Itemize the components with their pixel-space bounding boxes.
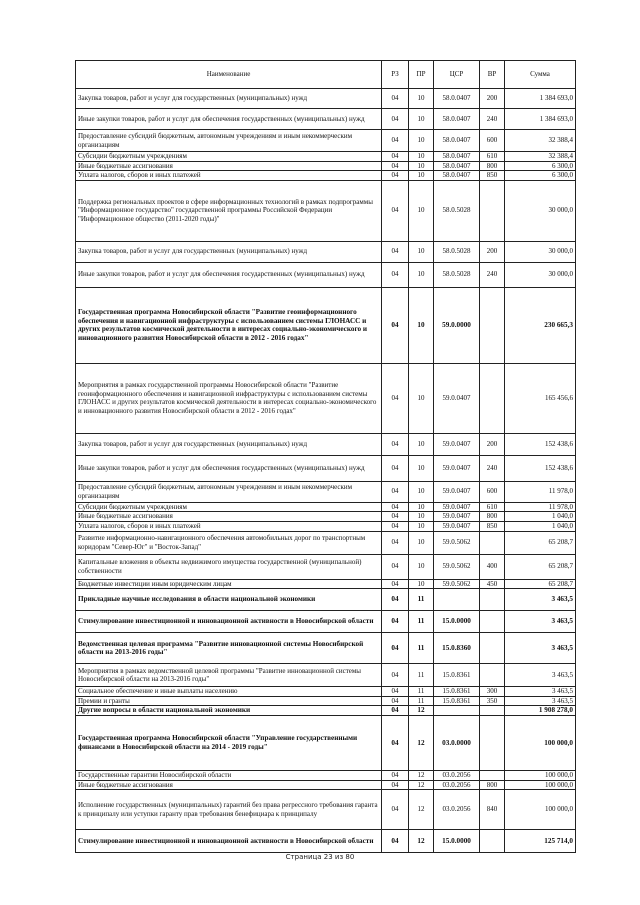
cell-pr: 10: [409, 455, 434, 481]
table-row: [76, 780, 576, 790]
cell-vr: 200: [480, 89, 505, 109]
table-row: [76, 611, 576, 633]
cell-name: Предоставление субсидий бюджетным, автономным учреждениям и иным некоммерческим организациям: [76, 130, 382, 152]
cell-sum: 1 908 278,0: [505, 706, 576, 716]
cell-sum: 30 000,0: [505, 241, 576, 262]
table-row: [76, 687, 576, 697]
cell-name: Развитие информационно-навигационного обеспечения автомобильных дорог по транспортным коридорам "Север-Юг" и "Восток-Запад": [76, 531, 382, 554]
cell-csr: 59.0.5062: [434, 579, 480, 589]
cell-name: Предоставление субсидий бюджетным, автономным учреждениям и иным некоммерческим организациям: [76, 481, 382, 502]
cell-rz: 04: [382, 89, 409, 109]
table-row: [76, 521, 576, 531]
cell-vr: 200: [480, 433, 505, 455]
cell-name: Прикладные научные исследования в области национальной экономики: [76, 589, 382, 611]
cell-name: Премии и гранты: [76, 696, 382, 706]
cell-sum: 32 388,4: [505, 152, 576, 162]
table-row: [76, 696, 576, 706]
cell-name: Мероприятия в рамках ведомственной целевой программы "Развитие инновационной системы Новосибирской области на 2013-2016 годы": [76, 664, 382, 687]
table-row: [76, 579, 576, 589]
cell-sum: 100 000,0: [505, 715, 576, 770]
table-row: [76, 664, 576, 687]
cell-rz: 04: [382, 830, 409, 853]
table-row: [76, 512, 576, 522]
cell-csr: [434, 706, 480, 716]
cell-sum: 230 665,3: [505, 287, 576, 363]
cell-sum: 165 456,6: [505, 363, 576, 433]
cell-name: Уплата налогов, сборов и иных платежей: [76, 521, 382, 531]
cell-vr: 300: [480, 687, 505, 697]
header-pr: ПР: [409, 61, 434, 89]
cell-name: Иные бюджетные ассигнования: [76, 780, 382, 790]
cell-name: Закупка товаров, работ и услуг для государственных (муниципальных) нужд: [76, 89, 382, 109]
cell-rz: 04: [382, 589, 409, 611]
page-number: Страница 23 из 80: [285, 853, 355, 861]
cell-rz: 04: [382, 481, 409, 502]
cell-sum: 65 208,7: [505, 579, 576, 589]
cell-pr: 10: [409, 241, 434, 262]
cell-pr: 10: [409, 130, 434, 152]
table-row: [76, 715, 576, 770]
cell-rz: 04: [382, 579, 409, 589]
cell-name: Уплата налогов, сборов и иных платежей: [76, 171, 382, 181]
cell-pr: 11: [409, 633, 434, 664]
cell-rz: 04: [382, 633, 409, 664]
cell-sum: 3 463,5: [505, 611, 576, 633]
cell-pr: 11: [409, 687, 434, 697]
cell-pr: 10: [409, 109, 434, 130]
cell-pr: 10: [409, 161, 434, 171]
cell-name: Бюджетные инвестиции иным юридическим лицам: [76, 579, 382, 589]
cell-vr: 850: [480, 521, 505, 531]
cell-name: Закупка товаров, работ и услуг для государственных (муниципальных) нужд: [76, 241, 382, 262]
cell-csr: 15.0.8361: [434, 687, 480, 697]
cell-rz: 04: [382, 770, 409, 780]
cell-sum: 100 000,0: [505, 780, 576, 790]
cell-sum: 6 300,0: [505, 171, 576, 181]
cell-sum: 3 463,5: [505, 664, 576, 687]
cell-pr: 12: [409, 790, 434, 830]
cell-sum: 1 384 693,0: [505, 109, 576, 130]
cell-rz: 04: [382, 171, 409, 181]
table-row: [76, 770, 576, 780]
table-row: [76, 109, 576, 130]
cell-pr: 12: [409, 830, 434, 853]
cell-csr: 59.0.0407: [434, 481, 480, 502]
cell-vr: [480, 770, 505, 780]
table-row: [76, 130, 576, 152]
cell-rz: 04: [382, 611, 409, 633]
cell-rz: 04: [382, 109, 409, 130]
header-sum: Сумма: [505, 61, 576, 89]
cell-vr: [480, 531, 505, 554]
cell-vr: 610: [480, 502, 505, 512]
cell-rz: 04: [382, 180, 409, 241]
header-name: Наименование: [76, 61, 382, 89]
cell-pr: 10: [409, 363, 434, 433]
cell-csr: 59.0.5062: [434, 531, 480, 554]
table-row: [76, 502, 576, 512]
cell-csr: [434, 589, 480, 611]
cell-vr: 450: [480, 579, 505, 589]
cell-vr: 800: [480, 512, 505, 522]
cell-csr: 03.0.2056: [434, 770, 480, 780]
cell-vr: 200: [480, 241, 505, 262]
cell-vr: [480, 363, 505, 433]
cell-sum: 3 463,5: [505, 589, 576, 611]
table-row: [76, 589, 576, 611]
cell-pr: 11: [409, 611, 434, 633]
cell-csr: 15.0.8360: [434, 633, 480, 664]
cell-csr: 59.0.0407: [434, 455, 480, 481]
cell-rz: 04: [382, 706, 409, 716]
cell-csr: 58.0.0407: [434, 171, 480, 181]
cell-csr: 59.0.5062: [434, 554, 480, 579]
cell-rz: 04: [382, 241, 409, 262]
cell-rz: 04: [382, 790, 409, 830]
cell-csr: 59.0.0407: [434, 502, 480, 512]
cell-rz: 04: [382, 502, 409, 512]
cell-vr: 800: [480, 161, 505, 171]
cell-vr: 840: [480, 790, 505, 830]
cell-vr: [480, 706, 505, 716]
cell-pr: 12: [409, 780, 434, 790]
cell-pr: 10: [409, 171, 434, 181]
cell-rz: 04: [382, 262, 409, 287]
cell-pr: 12: [409, 715, 434, 770]
cell-pr: 11: [409, 696, 434, 706]
cell-vr: 800: [480, 780, 505, 790]
table-row: [76, 161, 576, 171]
cell-vr: [480, 633, 505, 664]
cell-csr: 58.0.0407: [434, 109, 480, 130]
table-row: [76, 455, 576, 481]
cell-rz: 04: [382, 687, 409, 697]
cell-vr: 240: [480, 109, 505, 130]
table-header-row: [76, 61, 576, 89]
table-row: [76, 171, 576, 181]
cell-pr: 10: [409, 89, 434, 109]
cell-csr: 15.0.8361: [434, 696, 480, 706]
cell-pr: 10: [409, 152, 434, 162]
table-row: [76, 152, 576, 162]
cell-csr: 59.0.0407: [434, 512, 480, 522]
cell-sum: 30 000,0: [505, 180, 576, 241]
cell-sum: 100 000,0: [505, 770, 576, 780]
table-row: [76, 830, 576, 853]
cell-csr: 58.0.0407: [434, 152, 480, 162]
cell-vr: 400: [480, 554, 505, 579]
table-row: [76, 633, 576, 664]
cell-rz: 04: [382, 780, 409, 790]
cell-csr: 03.0.2056: [434, 790, 480, 830]
cell-vr: 600: [480, 130, 505, 152]
cell-csr: 58.0.0407: [434, 161, 480, 171]
cell-sum: 1 040,0: [505, 512, 576, 522]
cell-name: Стимулирование инвестиционной и инновационной активности в Новосибирской области: [76, 611, 382, 633]
cell-sum: 32 388,4: [505, 130, 576, 152]
cell-pr: 10: [409, 512, 434, 522]
table-row: [76, 481, 576, 502]
cell-name: Государственная программа Новосибирской области "Управление государственными финансами в Новосибирской области на 2014 - 2019 годы": [76, 715, 382, 770]
cell-rz: 04: [382, 161, 409, 171]
cell-sum: 30 000,0: [505, 262, 576, 287]
cell-pr: 10: [409, 433, 434, 455]
cell-name: Социальное обеспечение и иные выплаты населению: [76, 687, 382, 697]
table-row: [76, 554, 576, 579]
cell-name: Мероприятия в рамках государственной программы Новосибирской области "Развитие геоинформационного обеспечения и навигационной инфраструктуры с использованием системы ГЛОНАСС и других результатов космической деятельности в интересах социально-экономического и инновационного развития Новосибирской области в 2012 - 2016 годах": [76, 363, 382, 433]
cell-csr: 58.0.0407: [434, 89, 480, 109]
cell-sum: 65 208,7: [505, 531, 576, 554]
cell-sum: 6 300,0: [505, 161, 576, 171]
cell-rz: 04: [382, 363, 409, 433]
cell-csr: 15.0.8361: [434, 664, 480, 687]
cell-sum: 125 714,0: [505, 830, 576, 853]
cell-rz: 04: [382, 696, 409, 706]
cell-sum: 1 040,0: [505, 521, 576, 531]
cell-pr: 10: [409, 531, 434, 554]
cell-pr: 10: [409, 502, 434, 512]
cell-name: Государственная программа Новосибирской области "Развитие геоинформационного обеспечения и навигационной инфраструктуры с использованием системы ГЛОНАСС и других результатов космической деятельности в интересах социально-экономического и инновационного развития Новосибирской области в 2012 - 2016 годах": [76, 287, 382, 363]
table-row: [76, 531, 576, 554]
cell-sum: 3 463,5: [505, 633, 576, 664]
cell-vr: [480, 589, 505, 611]
cell-sum: 3 463,5: [505, 696, 576, 706]
cell-sum: 152 438,6: [505, 455, 576, 481]
cell-csr: 59.0.0407: [434, 433, 480, 455]
cell-name: Иные закупки товаров, работ и услуг для обеспечения государственных (муниципальных) нужд: [76, 109, 382, 130]
cell-csr: 59.0.0000: [434, 287, 480, 363]
cell-pr: 11: [409, 589, 434, 611]
table-row: [76, 790, 576, 830]
cell-name: Исполнение государственных (муниципальных) гарантий без права регрессного требования гаранта к принципалу или уступки гаранту прав требования бенефициара к принципалу: [76, 790, 382, 830]
cell-pr: 12: [409, 770, 434, 780]
header-rz: РЗ: [382, 61, 409, 89]
cell-pr: 10: [409, 262, 434, 287]
cell-csr: 03.0.2056: [434, 780, 480, 790]
cell-name: Закупка товаров, работ и услуг для государственных (муниципальных) нужд: [76, 433, 382, 455]
cell-rz: 04: [382, 664, 409, 687]
cell-csr: 58.0.5028: [434, 241, 480, 262]
table-row: [76, 706, 576, 716]
cell-name: Иные бюджетные ассигнования: [76, 512, 382, 522]
cell-sum: 65 208,7: [505, 554, 576, 579]
cell-pr: 10: [409, 287, 434, 363]
cell-name: Стимулирование инвестиционной и инновационной активности в Новосибирской области: [76, 830, 382, 853]
budget-table: [75, 60, 576, 853]
table-row: [76, 180, 576, 241]
cell-sum: 11 978,0: [505, 502, 576, 512]
cell-vr: [480, 664, 505, 687]
cell-csr: 59.0.0407: [434, 363, 480, 433]
cell-pr: 10: [409, 554, 434, 579]
cell-rz: 04: [382, 130, 409, 152]
cell-vr: 600: [480, 481, 505, 502]
cell-rz: 04: [382, 512, 409, 522]
cell-rz: 04: [382, 455, 409, 481]
cell-rz: 04: [382, 433, 409, 455]
cell-vr: 240: [480, 455, 505, 481]
cell-name: Субсидии бюджетным учреждениям: [76, 152, 382, 162]
cell-pr: 10: [409, 521, 434, 531]
cell-rz: 04: [382, 715, 409, 770]
cell-pr: 12: [409, 706, 434, 716]
table-row: [76, 89, 576, 109]
cell-name: Иные бюджетные ассигнования: [76, 161, 382, 171]
cell-rz: 04: [382, 152, 409, 162]
cell-sum: 11 978,0: [505, 481, 576, 502]
cell-name: Иные закупки товаров, работ и услуг для обеспечения государственных (муниципальных) нужд: [76, 455, 382, 481]
cell-csr: 03.0.0000: [434, 715, 480, 770]
header-csr: ЦСР: [434, 61, 480, 89]
cell-name: Капитальные вложения в объекты недвижимого имущества государственной (муниципальной) собственности: [76, 554, 382, 579]
header-vr: ВР: [480, 61, 505, 89]
table-row: [76, 433, 576, 455]
cell-csr: 15.0.0000: [434, 830, 480, 853]
cell-csr: 58.0.0407: [434, 130, 480, 152]
cell-name: Поддержка региональных проектов в сфере информационных технологий в рамках подпрограммы "Информационное государство" государственной программы Российской Федерации "Информационное общество (2011-2020 годы)": [76, 180, 382, 241]
cell-name: Государственные гарантии Новосибирской области: [76, 770, 382, 780]
cell-vr: 610: [480, 152, 505, 162]
cell-rz: 04: [382, 287, 409, 363]
cell-sum: 3 463,5: [505, 687, 576, 697]
cell-vr: [480, 611, 505, 633]
cell-csr: 15.0.0000: [434, 611, 480, 633]
table-row: [76, 262, 576, 287]
cell-vr: [480, 715, 505, 770]
cell-sum: 1 384 693,0: [505, 89, 576, 109]
table-row: [76, 363, 576, 433]
cell-sum: 100 000,0: [505, 790, 576, 830]
cell-pr: 10: [409, 481, 434, 502]
cell-name: Субсидии бюджетным учреждениям: [76, 502, 382, 512]
cell-pr: 11: [409, 664, 434, 687]
cell-sum: 152 438,6: [505, 433, 576, 455]
cell-pr: 10: [409, 180, 434, 241]
cell-name: Другие вопросы в области национальной экономики: [76, 706, 382, 716]
cell-name: Иные закупки товаров, работ и услуг для обеспечения государственных (муниципальных) нужд: [76, 262, 382, 287]
cell-vr: [480, 287, 505, 363]
cell-vr: 850: [480, 171, 505, 181]
cell-csr: 58.0.5028: [434, 180, 480, 241]
cell-csr: 58.0.5028: [434, 262, 480, 287]
cell-vr: 240: [480, 262, 505, 287]
cell-vr: [480, 830, 505, 853]
cell-vr: [480, 180, 505, 241]
cell-pr: 10: [409, 579, 434, 589]
cell-rz: 04: [382, 531, 409, 554]
cell-rz: 04: [382, 521, 409, 531]
table-row: [76, 241, 576, 262]
cell-vr: 350: [480, 696, 505, 706]
table-row: [76, 287, 576, 363]
cell-csr: 59.0.0407: [434, 521, 480, 531]
cell-rz: 04: [382, 554, 409, 579]
cell-name: Ведомственная целевая программа "Развитие инновационной системы Новосибирской области на 2013-2016 годы": [76, 633, 382, 664]
